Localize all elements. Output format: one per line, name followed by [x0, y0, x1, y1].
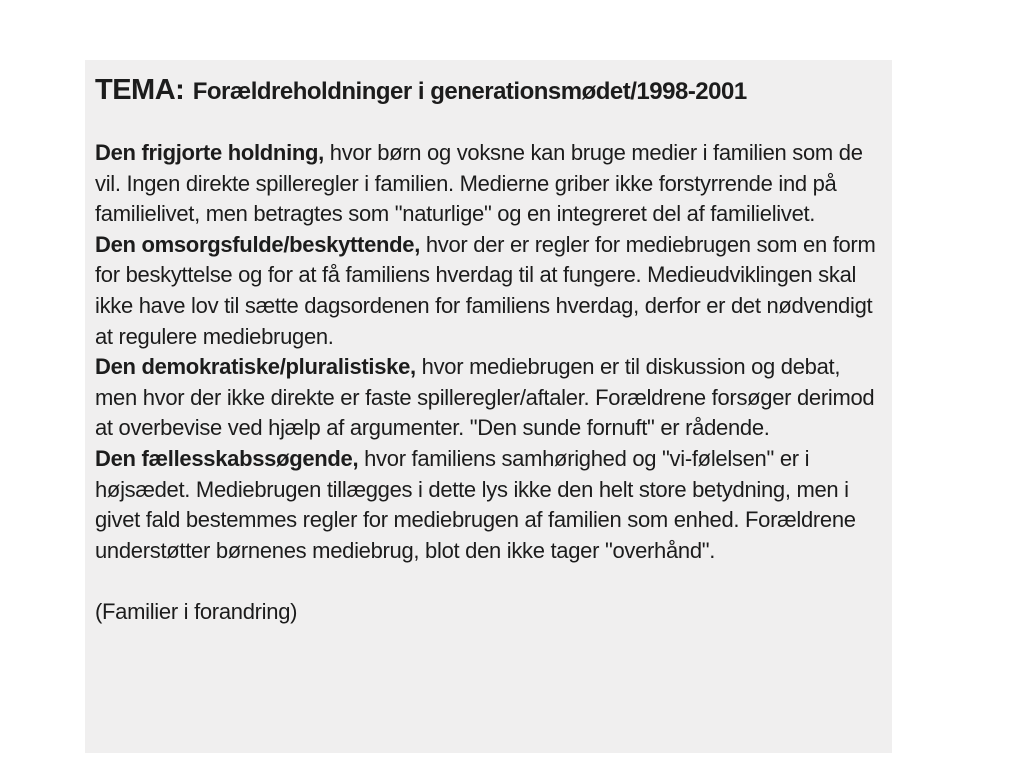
- paragraph-frigjorte: [95, 138, 880, 230]
- paragraph-text: hvor der er regler for mediebrugen som en form for beskyttelse og for at få familiens hverdag til at fungere. Medieudviklingen skal ikke have lov til sætte dagsordenen for familiens hverdag, derfor er det nødvendigt at regulere mediebrugen.: [95, 231, 876, 349]
- paragraph-lead: Den omsorgsfulde/beskyttende,: [95, 231, 421, 257]
- slide-title: [95, 68, 880, 112]
- source-note: (Familier i forandring): [95, 599, 298, 625]
- paragraph-omsorgsfulde: [95, 230, 880, 352]
- paragraph-lead: Den demokratiske/pluralistiske,: [95, 354, 416, 380]
- paragraph-faellesskabssoegende: [95, 444, 880, 566]
- slide-body: [95, 138, 880, 566]
- paragraph-text: hvor børn og voksne kan bruge medier i familien som de vil. Ingen direkte spilleregler i familien. Medierne griber ikke forstyrrende ind på familielivet, men betragtes som "naturlige" og en integreret del af familielivet.: [95, 140, 863, 227]
- slide-title-rest: Forældreholdninger i generationsmødet/1998-2001: [192, 78, 747, 105]
- paragraph-lead: Den fællesskabssøgende,: [95, 445, 359, 471]
- slide-title-lead: TEMA:: [95, 74, 185, 106]
- paragraph-text: hvor mediebrugen er til diskussion og debat, men hvor der ikke direkte er faste spilleregler/aftaler. Forældrene forsøger derimod at overbevise ved hjælp af argumenter. "Den sunde fornuft" er rådende.: [95, 354, 875, 441]
- paragraph-lead: Den frigjorte holdning,: [95, 140, 324, 165]
- paragraph-text: hvor familiens samhørighed og "vi-følelsen" er i højsædet. Mediebrugen tillægges i dette lys ikke den helt store betydning, men i givet fald bestemmes regler for mediebrugen af familien som enhed. Forældrene understøtter børnenes mediebrug, blot den ikke tager "overhånd".: [95, 445, 856, 563]
- slide-text-panel: [85, 60, 892, 753]
- paragraph-demokratiske: [95, 352, 880, 444]
